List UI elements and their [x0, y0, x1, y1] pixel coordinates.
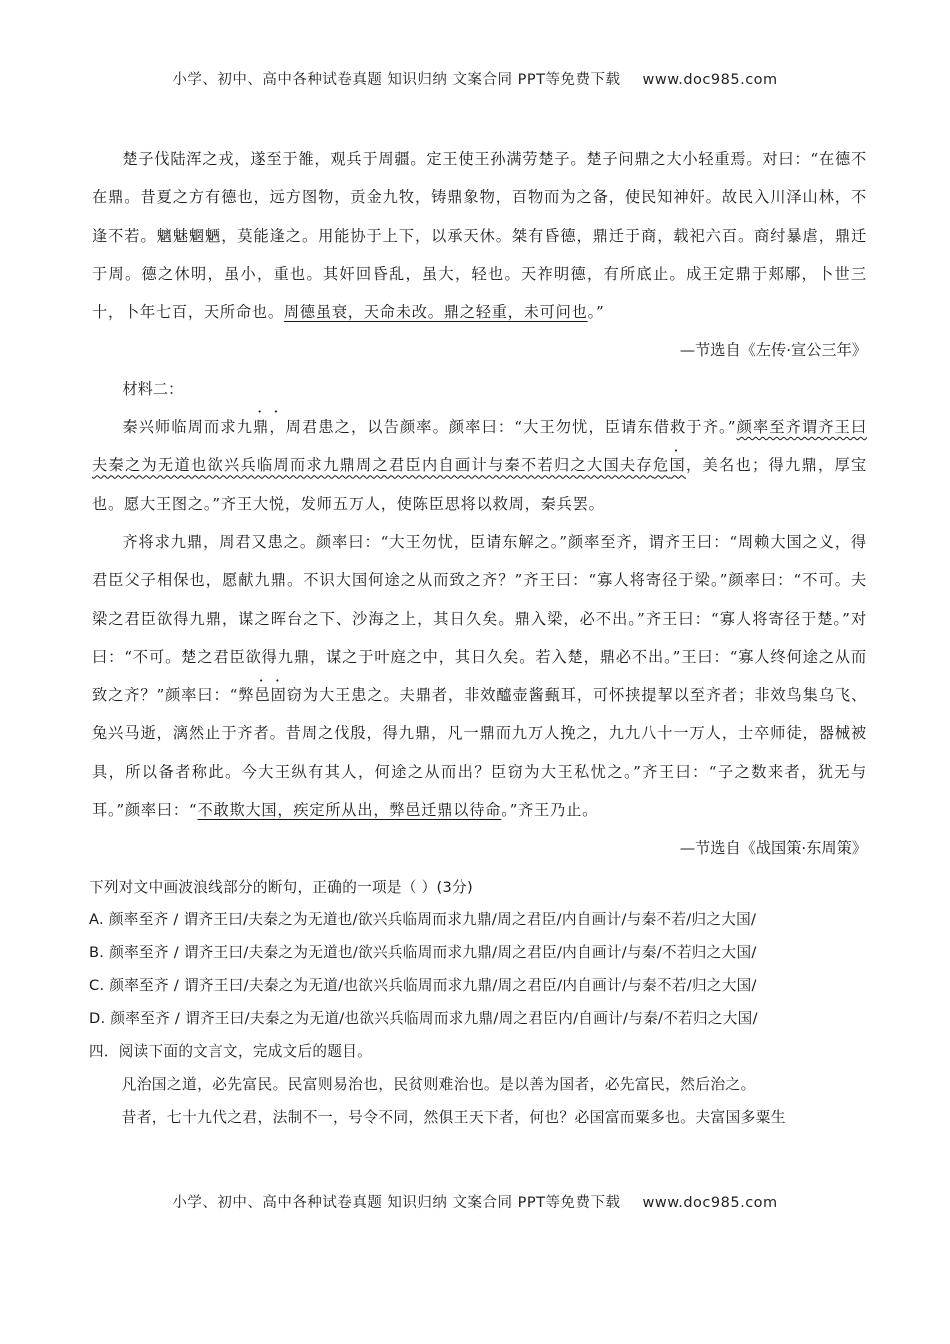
material-2-paragraph-1 — [92, 408, 867, 523]
m2p2-underlined: 不敢欺大国，疾定所从出，弊邑迁鼎以待命 — [197, 801, 502, 820]
passage-1-end: 。” — [587, 303, 605, 322]
footer-url[interactable]: www.doc985.com — [642, 1195, 778, 1211]
passage-1-source: —节选自《左传·宣公三年》 — [679, 341, 867, 360]
m2p2-b: 固窃为大王患之。夫鼎者，非效醯壶酱甀耳，可怀挟提挈以至齐者；非效鸟集乌飞、兔兴马逝，漓然止于齐者。昔周之伐殷，得九鼎，凡一鼎而九万人挽之，九九八十一万人，士卒师徒，器械被具，所以备者称此。今大王纵有其人，何途之从而出？臣窃为大王私忧之。”齐王曰：“子之数来者，犹无与耳。”颜率曰：“ — [92, 686, 867, 820]
section-4-paragraph-2: 昔者，七十九代之君，法制不一，号令不同，然俱王天下者，何也？必国富而粟多也。夫富国多粟生 — [121, 1109, 786, 1127]
material-2-source: —节选自《战国策·东周策》 — [679, 839, 867, 858]
passage-1 — [92, 140, 867, 331]
page-footer — [0, 1191, 950, 1212]
m2p1-c: ，美名也；得九鼎，厚宝也。愿大王图之。”齐王大悦，发师五万人，使陈臣思将以救周，秦兵罢。 — [92, 456, 867, 513]
m2p1-dot2: 鼎 — [253, 418, 270, 437]
m2p1-dot3: 危 — [652, 456, 670, 475]
header-text: 小学、初中、高中各种试卷真题 知识归纳 文案合同 PPT等免费下载 — [172, 72, 621, 88]
header-url[interactable]: www.doc985.com — [642, 72, 778, 88]
m2p2-dot1: 弊 — [238, 686, 255, 705]
question-option-a[interactable]: A. 颜率至齐 / 谓齐王曰/夫秦之为无道也/欲兴兵临周而求九鼎/周之君臣/内自画计/与秦不若/归之大国/ — [89, 911, 757, 929]
passage-1-text: 楚子伐陆浑之戎，遂至于雒，观兵于周疆。定王使王孙满劳楚子。楚子问鼎之大小轻重焉。对曰：“在德不在鼎。昔夏之方有德也，远方图物，贡金九牧，铸鼎象物，百物而为之备，使民知神奸。故民入川泽山林，不逢不若。魑魅魍魉，莫能逢之。用能协于上下，以承天休。桀有昏德，鼎迁于商，载祀六百。商纣暴虐，鼎迁于周。德之休明，虽小，重也。其奸回昏乱，虽大，轻也。天祚明德，有所底止。成王定鼎于郏鄏，卜世三十，卜年七百，天所命也。 — [92, 150, 867, 322]
question-option-d[interactable]: D. 颜率至齐 / 谓齐王曰/夫秦之为无道/也欲兴兵临周而求九鼎/周之君臣内/自画计/与秦/不若归之大国/ — [89, 1009, 758, 1027]
m2p1-wavy-2: 国 — [669, 456, 686, 475]
m2p2-c: 。”齐王乃止。 — [501, 801, 599, 820]
m2p1-dot1: 九 — [236, 418, 254, 437]
material-2-label: 材料二： — [122, 379, 184, 398]
footer-text: 小学、初中、高中各种试卷真题 知识归纳 文案合同 PPT等免费下载 — [172, 1195, 621, 1211]
m2p1-b: ，周君患之，以告颜率。颜率曰：“大王勿忧，臣请东借救于齐。” — [269, 418, 737, 437]
m2p2-a: 齐将求九鼎，周君又患之。颜率曰：“大王勿忧，臣请东解之。”颜率至齐，谓齐王曰：“周赖大国之义，得君臣父子相保也，愿献九鼎。不识大国何途之从而致之齐？”齐王曰：“寡人将寄径于梁。”颜率曰：“不可。夫梁之君臣欲得九鼎，谋之晖台之下、沙海之上，其日久矣。鼎入梁，必不出。”齐王曰：“寡人将寄径于楚。”对曰：“不可。楚之君臣欲得九鼎，谋之于叶庭之中，其日久矣。若入楚，鼎必不出。”王曰：“寡人终何途之从而致之齐？”颜率曰：“ — [92, 532, 867, 705]
page-header — [0, 68, 950, 89]
main-content — [89, 140, 867, 1134]
question-stem: 下列对文中画波浪线部分的断句，正确的一项是（ ）(3分) — [89, 878, 473, 896]
section-4-title: 四．阅读下面的文言文，完成文后的题目。 — [89, 1042, 372, 1060]
m2p2-dot2: 邑 — [254, 686, 271, 705]
passage-1-underlined: 周德虽衰，天命未改。鼎之轻重，未可问也 — [283, 303, 588, 322]
section-4-paragraph-1: 凡治国之道，必先富民。民富则易治也，民贫则难治也。是以善为国者，必先富民，然后治之。 — [121, 1076, 756, 1094]
m2p1-a: 秦兴师临周而求 — [122, 418, 237, 437]
question-option-c[interactable]: C. 颜率至齐 / 谓齐王曰/夫秦之为无道/也欲兴兵临周而求九鼎/周之君臣/内自画计/与秦不若/归之大国/ — [89, 977, 757, 995]
question-option-b[interactable]: B. 颜率至齐 / 谓齐王曰/夫秦之为无道也/欲兴兵临周而求九鼎/周之君臣/内自画计/与秦/不若归之大国/ — [89, 944, 757, 962]
material-2-paragraph-2 — [92, 523, 867, 829]
m2p1-wavy-1: 颜率至齐谓齐王曰夫秦之为无道也欲兴兵临周而求九鼎周之君臣内自画计与秦不若归之大国夫存 — [92, 418, 867, 475]
